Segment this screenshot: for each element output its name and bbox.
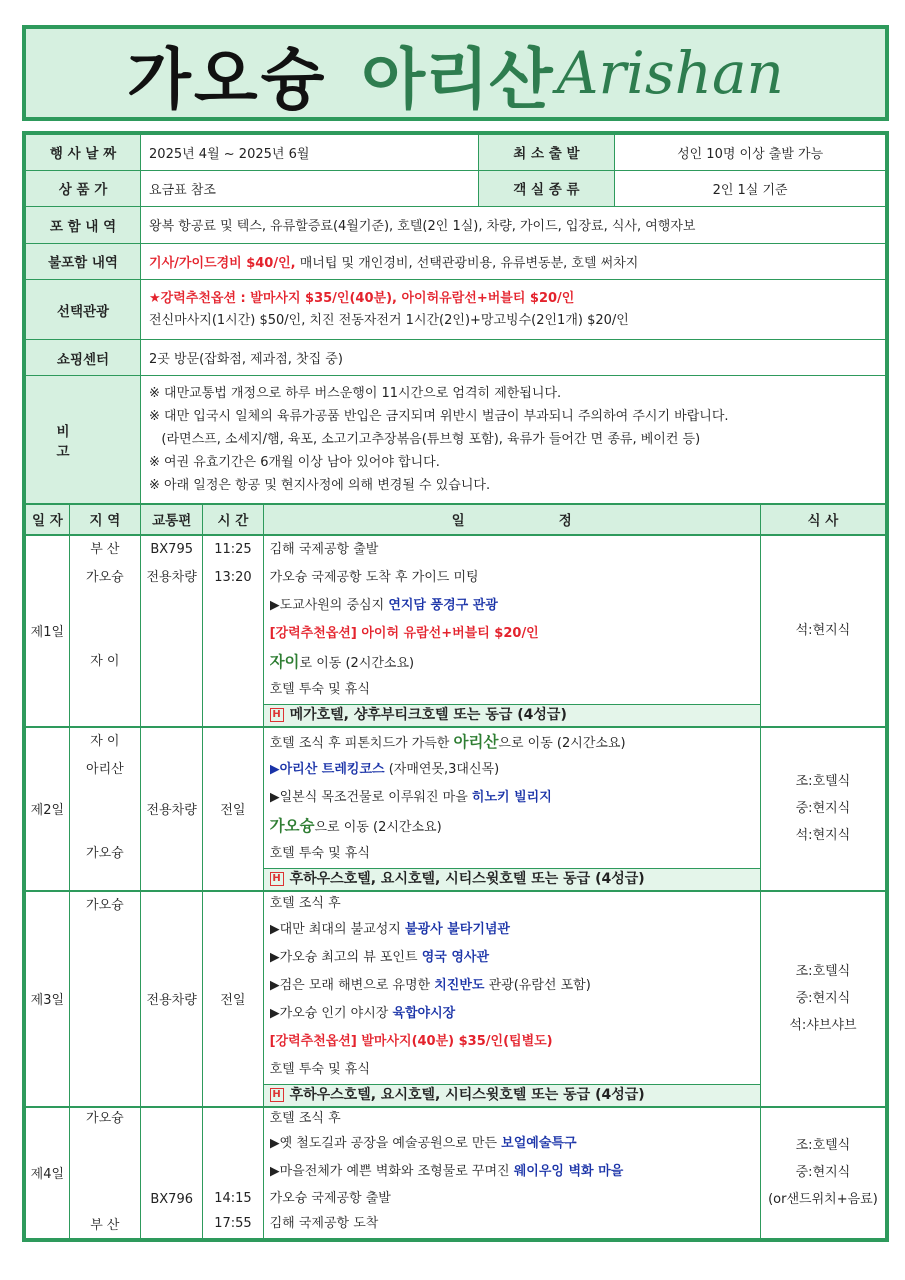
schedule-cell	[263, 535, 760, 727]
time: 14:15	[214, 1190, 252, 1206]
region-cell	[69, 727, 140, 891]
hotel-line: H 메가호텔, 샹후부티크호텔 또는 동급 (4성급)	[264, 704, 760, 726]
schedule-line: 김해 국제공항 도착	[269, 1215, 379, 1231]
room-label: 객 실 종 류	[478, 170, 615, 206]
schedule-line: 호텔 투숙 및 휴식	[269, 681, 370, 697]
schedule-cell	[263, 727, 760, 891]
region: 가오슝	[86, 569, 124, 585]
schedule-line: ▶가오슝 최고의 뷰 포인트 영국 영사관	[269, 949, 490, 965]
schedule-line: ▶가오슝 인기 야시장 육합야시장	[269, 1005, 456, 1021]
price-value: 요금표 참조	[141, 170, 479, 206]
transport-cell: 전용차량	[141, 727, 203, 891]
schedule-line: ▶일본식 목조건물로 이루워진 마을 히노키 빌리지	[269, 789, 552, 805]
time-cell	[203, 535, 263, 727]
header-time: 시 간	[203, 505, 263, 535]
day-row-3	[24, 891, 887, 1107]
schedule-line: ▶마을전체가 예쁜 벽화와 조형물로 꾸며진 웨이우잉 벽화 마을	[269, 1163, 624, 1179]
title-english: Arishan	[556, 39, 784, 107]
region-spacer	[70, 592, 140, 620]
meal: 중:현지식	[795, 1165, 851, 1180]
meal: (or샌드위치+음료)	[768, 1192, 878, 1207]
region-cell	[69, 1107, 140, 1240]
schedule-line: 호텔 투숙 및 휴식	[269, 845, 370, 861]
hotel-icon: H	[270, 872, 284, 886]
highlight-place: 불광사 불타기념관	[405, 921, 510, 937]
schedule-line: 호텔 조식 후	[269, 1110, 341, 1126]
meal-cell	[760, 891, 887, 1107]
time-cell	[203, 1107, 263, 1240]
option-line2: 전신마사지(1시간) $50/인, 치진 전동자전거 1시간(2인)+망고빙수(2인1개) $20/인	[149, 312, 629, 328]
period-value: 2025년 4월 ~ 2025년 6월	[141, 133, 479, 170]
period-label: 행 사 날 짜	[24, 133, 141, 170]
region-spacer	[70, 1130, 140, 1158]
highlight-place: 연지담 풍경구 관광	[388, 597, 498, 613]
highlight-place: 히노키 빌리지	[471, 789, 552, 805]
schedule-line: 김해 국제공항 출발	[269, 541, 379, 557]
time-cell: 전일	[203, 727, 263, 891]
region-spacer	[70, 1158, 140, 1186]
region: 부 산	[90, 541, 120, 557]
exclude-red: 기사/가이드경비 $40/인,	[149, 255, 296, 271]
exclude-label: 불포함 내역	[24, 243, 141, 279]
info-table	[22, 131, 889, 504]
note-1: ※ 대만교통법 개정으로 하루 버스운행이 11시간으로 엄격히 제한됩니다.	[149, 386, 562, 402]
meal-cell	[760, 535, 887, 727]
hotel-line: H 후하우스호텔, 요시호텔, 시티스윗호텔 또는 동급 (4성급)	[264, 1084, 760, 1106]
hotel-icon: H	[270, 1088, 284, 1102]
region: 가오슝	[86, 897, 124, 913]
highlight-place: 보얼예술특구	[501, 1135, 577, 1151]
schedule-table	[22, 504, 889, 1242]
meal: 중:현지식	[795, 801, 851, 816]
min-label: 최 소 출 발	[478, 133, 615, 170]
day-label: 제3일	[24, 891, 69, 1107]
transport-spacer	[141, 1108, 202, 1186]
region-spacer	[70, 812, 140, 840]
price-label: 상 품 가	[24, 170, 141, 206]
region-spacer	[70, 1186, 140, 1214]
header-transport: 교통편	[141, 505, 203, 535]
schedule-line: 자이로 이동 (2시간소요)	[269, 652, 415, 671]
schedule-line: ▶대만 최대의 불교성지 불광사 불타기념관	[269, 921, 510, 937]
note-2: ※ 대만 입국시 일체의 육류가공품 반입은 금지되며 위반시 벌금이 부과되니 주의하여 주시기 바랍니다.	[149, 409, 729, 425]
schedule-line: 호텔 투숙 및 휴식	[269, 1061, 370, 1077]
day-label: 제2일	[24, 727, 69, 891]
schedule-line: ▶아리산 트레킹코스 (자매연못,3대신목)	[269, 761, 500, 777]
highlight-city: 가오슝	[269, 816, 315, 835]
transport: BX795	[150, 541, 193, 557]
schedule-cell	[263, 891, 760, 1107]
time: 13:20	[214, 569, 252, 585]
highlight-place: 육합야시장	[392, 1005, 456, 1021]
min-value: 성인 10명 이상 출발 가능	[615, 133, 887, 170]
schedule-option: [강력추천옵션] 발마사지(40분) $35/인(팁별도)	[269, 1033, 553, 1049]
transport: BX796	[150, 1191, 193, 1207]
schedule-line: ▶검은 모래 해변으로 유명한 치진반도 관광(유람선 포함)	[269, 977, 591, 993]
schedule-line: 가오슝으로 이동 (2시간소요)	[269, 816, 442, 835]
schedule-line: 가오슝 국제공항 출발	[269, 1190, 391, 1206]
highlight-place: ▶아리산 트레킹코스	[269, 761, 385, 777]
note-label: 비 고	[24, 376, 141, 504]
meal-cell	[760, 1107, 887, 1240]
header-schedule: 일 정	[263, 505, 760, 535]
include-label: 포 함 내 역	[24, 206, 141, 243]
transport: 전용차량	[146, 569, 197, 585]
meal: 석:현지식	[795, 828, 851, 843]
region-cell	[69, 535, 140, 727]
region-cell	[69, 891, 140, 1107]
meal: 석:샤브샤브	[789, 1018, 857, 1033]
time-cell: 전일	[203, 891, 263, 1107]
shop-label: 쇼핑센터	[24, 340, 141, 376]
option-value	[141, 280, 887, 340]
region: 자 이	[90, 733, 120, 749]
transport-cell: 전용차량	[141, 891, 203, 1107]
schedule-line: ▶도교사원의 중심지 연지담 풍경구 관광	[269, 597, 498, 613]
schedule-cell	[263, 1107, 760, 1240]
time-spacer	[203, 1108, 262, 1186]
transport-cell	[141, 535, 203, 727]
hotel-line: H 후하우스호텔, 요시호텔, 시티스윗호텔 또는 동급 (4성급)	[264, 868, 760, 890]
title-korean: 가오슝	[127, 40, 328, 118]
time: 17:55	[214, 1215, 252, 1231]
hotel-icon: H	[270, 708, 284, 722]
region: 가오슝	[86, 1110, 124, 1126]
header-region: 지 역	[69, 505, 140, 535]
title-banner	[22, 25, 889, 121]
schedule-line: ▶옛 철도길과 공장을 예술공원으로 만든 보얼예술특구	[269, 1135, 577, 1151]
notes	[141, 376, 887, 504]
schedule-line: 호텔 조식 후 피톤치드가 가득한 아리산으로 이동 (2시간소요)	[269, 732, 626, 751]
region-spacer	[70, 620, 140, 648]
highlight-place: 웨이우잉 벽화 마을	[513, 1163, 624, 1179]
meal: 중:현지식	[795, 991, 851, 1006]
exclude-value	[141, 243, 887, 279]
day-label: 제4일	[24, 1107, 69, 1240]
highlight-city: 자이	[269, 652, 300, 671]
region: 자 이	[90, 653, 120, 669]
region: 아리산	[86, 761, 124, 777]
room-value: 2인 1실 기준	[615, 170, 887, 206]
meal-cell	[760, 727, 887, 891]
header-meal: 식 사	[760, 505, 887, 535]
region: 가오슝	[86, 845, 124, 861]
title-green: 아리산	[361, 40, 553, 118]
day-row-4	[24, 1107, 887, 1240]
day-label: 제1일	[24, 535, 69, 727]
highlight-place: 영국 영사관	[421, 949, 490, 965]
note-5: ※ 아래 일정은 항공 및 현지사정에 의해 변경될 수 있습니다.	[149, 478, 491, 494]
exclude-rest: 매너팁 및 개인경비, 선택관광비용, 유류변동분, 호텔 써차지	[295, 255, 639, 271]
option-line1: ★강력추천옵션 : 발마사지 $35/인(40분), 아이허유람선+버블티 $20/인	[149, 290, 575, 306]
schedule-line: 가오슝 국제공항 도착 후 가이드 미팅	[269, 569, 479, 585]
transport-cell	[141, 1107, 203, 1240]
note-4: ※ 여권 유효기간은 6개월 이상 남아 있어야 합니다.	[149, 455, 440, 471]
day-row-1	[24, 535, 887, 727]
meal: 조:호텔식	[795, 1138, 851, 1153]
schedule-line: 호텔 조식 후	[269, 895, 341, 911]
option-label: 선택관광	[24, 280, 141, 340]
region: 부 산	[90, 1217, 120, 1233]
region-spacer	[70, 784, 140, 812]
highlight-place: 치진반도	[434, 977, 485, 993]
time: 11:25	[214, 541, 252, 557]
shop-value: 2곳 방문(잡화점, 제과점, 찻집 중)	[141, 340, 887, 376]
header-day: 일 자	[24, 505, 69, 535]
meal: 석:현지식	[795, 623, 851, 638]
note-3: (라면스프, 소세지/햄, 육포, 소고기고추장볶음(튜브형 포함), 육류가 들어간 면 종류, 베이컨 등)	[149, 432, 701, 448]
meal: 조:호텔식	[795, 774, 851, 789]
highlight-city: 아리산	[453, 732, 499, 751]
schedule-option: [강력추천옵션] 아이허 유람선+버블티 $20/인	[269, 625, 539, 641]
include-value: 왕복 항공료 및 텍스, 유류할증료(4월기준), 호텔(2인 1실), 차량, 가이드, 입장료, 식사, 여행자보	[141, 206, 887, 243]
meal: 조:호텔식	[795, 964, 851, 979]
day-row-2	[24, 727, 887, 891]
